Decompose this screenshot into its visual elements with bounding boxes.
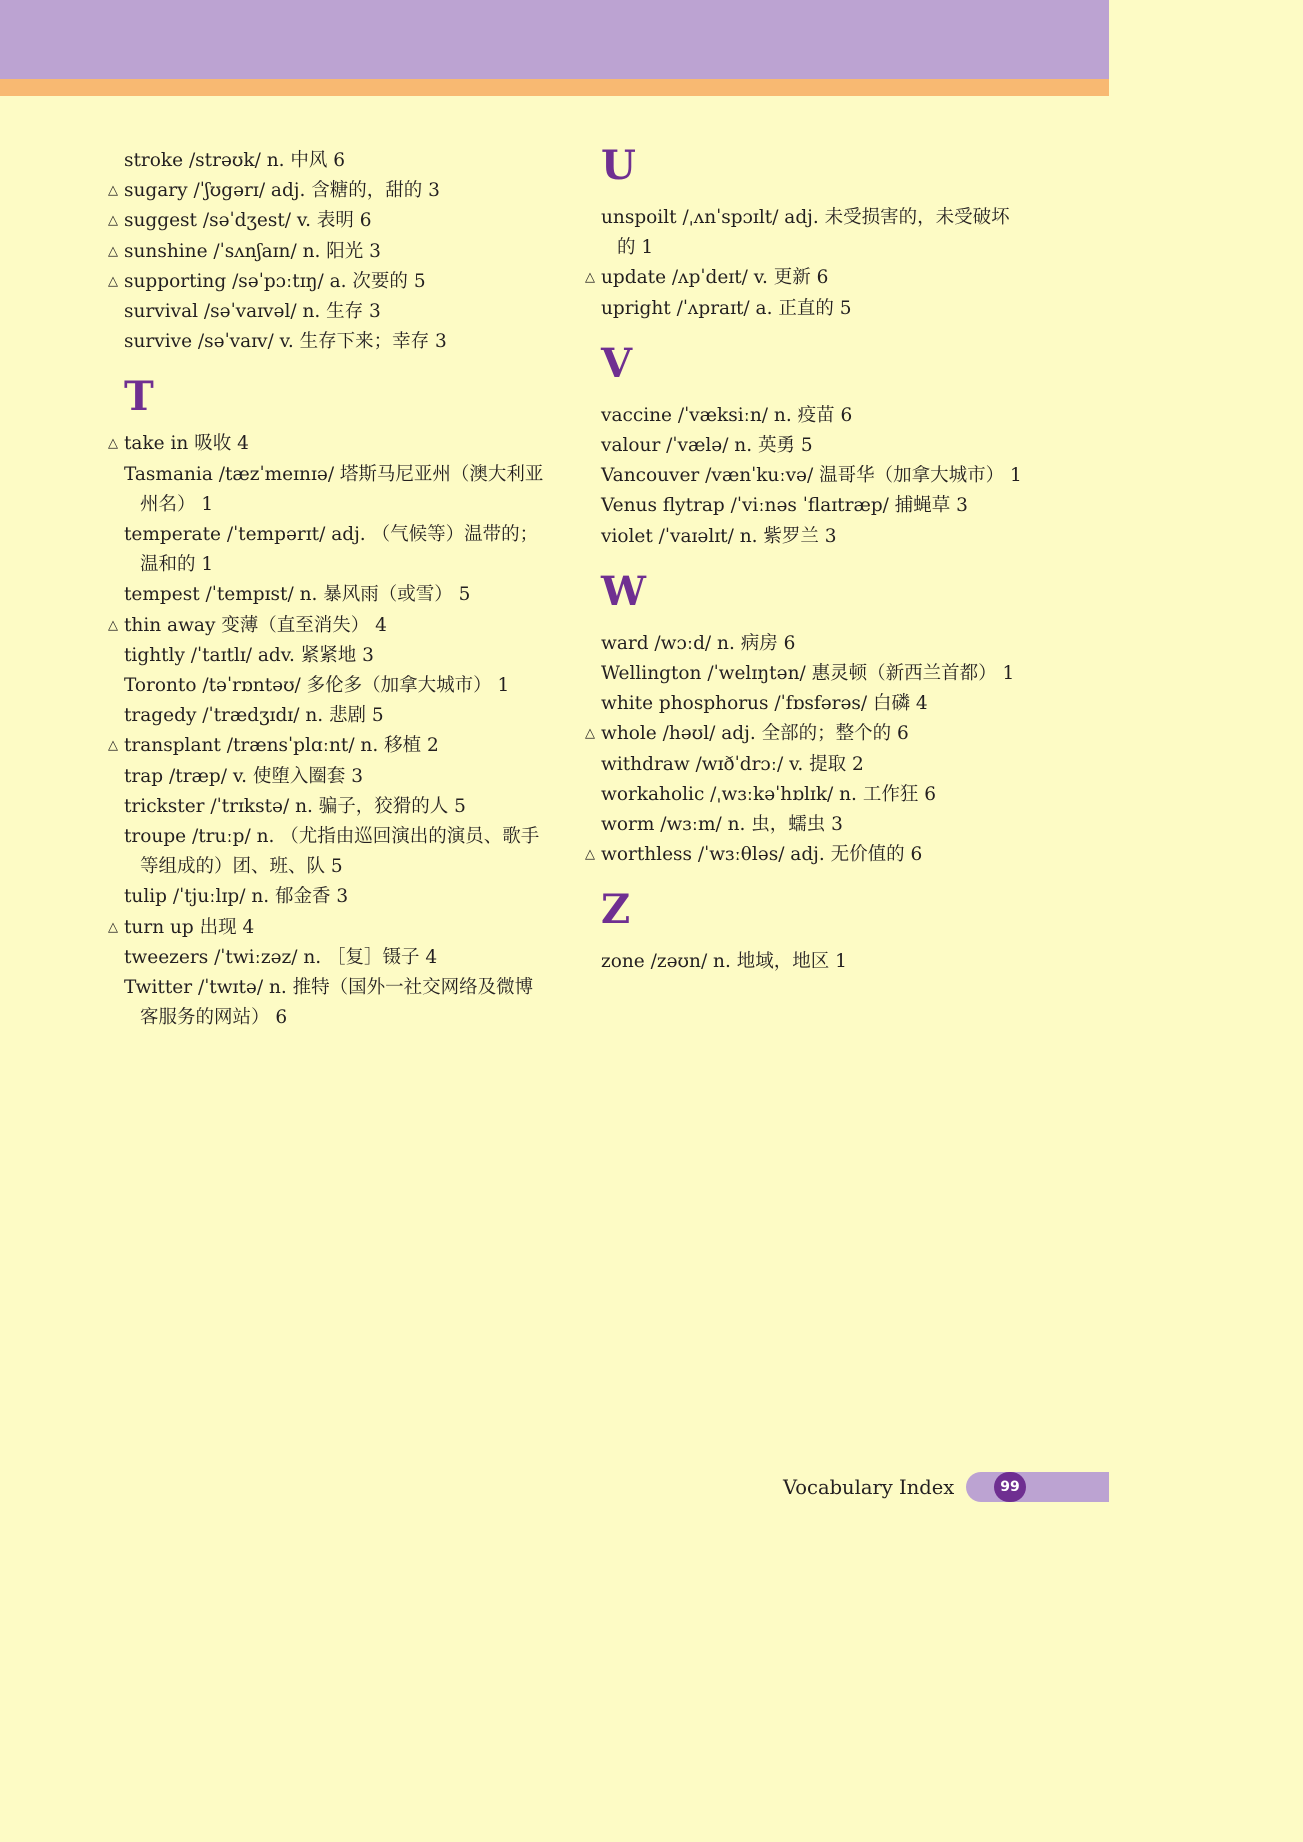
vocab-entry-text: unspoilt /ˌʌnˈspɔɪlt/ adj. 未受损害的，未受破坏的 1 (601, 207, 1010, 259)
vocab-entry (108, 822, 548, 882)
triangle-outline-icon: △ (108, 919, 118, 935)
vocab-entry-text: sunshine /ˈsʌnʃaɪn/ n. 阳光 3 (124, 240, 381, 262)
page-number-tab (966, 1472, 1109, 1502)
vocab-entry-text: worm /wɜːm/ n. 虫，蠕虫 3 (601, 814, 843, 836)
vocab-entry-text: Toronto /təˈrɒntəʊ/ 多伦多（加拿大城市） 1 (124, 675, 510, 697)
vocab-entry (108, 943, 548, 973)
vocab-entry (585, 947, 1025, 977)
vocab-entry-text: valour /ˈvælə/ n. 英勇 5 (601, 435, 813, 457)
vocab-entry-text: supporting /səˈpɔːtɪŋ/ a. 次要的 5 (124, 270, 426, 292)
triangle-outline-icon: △ (585, 847, 595, 863)
vocab-entry-text: sugary /ˈʃʊgərɪ/ adj. 含糖的，甜的 3 (124, 180, 440, 202)
vocab-entry (108, 611, 548, 641)
triangle-outline-icon: △ (108, 273, 118, 289)
right-column (585, 142, 1025, 978)
vocab-entry (585, 780, 1025, 810)
section-letter: V (601, 339, 633, 387)
header-stripe (0, 79, 1109, 96)
left-column (108, 146, 548, 1033)
vocab-entry (108, 913, 548, 943)
vocab-entry (108, 297, 548, 327)
vocab-entry-text: zone /zəʊn/ n. 地域，地区 1 (601, 951, 847, 973)
vocab-entry-text: survive /səˈvaɪv/ v. 生存下来；幸存 3 (124, 331, 447, 353)
vocab-entry-text: ward /wɔːd/ n. 病房 6 (601, 632, 796, 654)
vocab-entry-text: violet /ˈvaɪəlɪt/ n. 紫罗兰 3 (601, 525, 837, 547)
vocab-entry (585, 431, 1025, 461)
vocab-entry (585, 522, 1025, 552)
footer-label: Vocabulary Index (783, 1476, 955, 1499)
triangle-outline-icon: △ (108, 738, 118, 754)
vocab-entry-text: withdraw /wɪðˈdrɔː/ v. 提取 2 (601, 753, 864, 775)
vocab-entry-text: Wellington /ˈwelɪŋtən/ 惠灵顿（新西兰首都） 1 (601, 663, 1015, 685)
triangle-outline-icon: △ (108, 436, 118, 452)
vocab-entry-text: vaccine /ˈvæksiːn/ n. 疫苗 6 (601, 404, 853, 426)
vocab-entry (108, 176, 548, 206)
triangle-outline-icon: △ (585, 270, 595, 286)
vocab-entry-text: temperate /ˈtempərɪt/ adj. （气候等）温带的；温和的 1 (124, 524, 539, 576)
vocab-entry (108, 973, 548, 1033)
vocab-entry-text: upright /ˈʌpraɪt/ a. 正直的 5 (601, 297, 852, 319)
vocab-entry (108, 206, 548, 236)
vocab-entry-text: suggest /səˈdʒest/ v. 表明 6 (124, 210, 372, 232)
vocab-entry (108, 671, 548, 701)
vocab-entry (585, 491, 1025, 521)
vocab-entry (108, 701, 548, 731)
vocab-entry (585, 461, 1025, 491)
vocab-entry-text: workaholic /ˌwɜːkəˈhɒlɪk/ n. 工作狂 6 (601, 783, 936, 805)
vocab-entry (108, 146, 548, 176)
vocab-entry (108, 267, 548, 297)
vocab-entry (108, 762, 548, 792)
vocab-entry (108, 460, 548, 520)
vocab-entry-text: trap /træp/ v. 使堕入圈套 3 (124, 765, 364, 787)
section-letter: U (601, 142, 636, 189)
vocab-entry (585, 629, 1025, 659)
vocab-entry-text: survival /səˈvaɪvəl/ n. 生存 3 (124, 301, 381, 323)
vocab-entry (585, 750, 1025, 780)
vocab-entry (585, 689, 1025, 719)
vocab-entry (108, 237, 548, 267)
vocab-entry-text: tweezers /ˈtwiːzəz/ n. ［复］镊子 4 (124, 946, 438, 968)
triangle-outline-icon: △ (108, 617, 118, 633)
vocab-entry-text: troupe /truːp/ n. （尤指由巡回演出的演员、歌手等组成的）团、班、队 5 (124, 826, 540, 878)
vocab-entry (108, 429, 548, 459)
section-letter: Z (601, 886, 631, 934)
triangle-outline-icon: △ (108, 213, 118, 229)
vocab-entry (108, 792, 548, 822)
vocab-entry (585, 294, 1025, 324)
vocab-entry (108, 580, 548, 610)
vocab-entry (585, 263, 1025, 293)
vocab-entry-text: stroke /strəʊk/ n. 中风 6 (124, 150, 346, 171)
vocab-entry-text: white phosphorus /ˈfɒsfərəs/ 白磷 4 (601, 693, 928, 715)
vocab-entry (108, 641, 548, 671)
vocab-entry (585, 810, 1025, 840)
vocab-entry-text: update /ʌpˈdeɪt/ v. 更新 6 (601, 267, 829, 289)
vocab-entry-text: thin away 变薄（直至消失） 4 (124, 614, 387, 636)
vocab-entry (585, 401, 1025, 431)
header-band (0, 0, 1109, 79)
vocab-entry-text: tragedy /ˈtrædʒɪdɪ/ n. 悲剧 5 (124, 705, 384, 727)
vocab-entry-text: Twitter /ˈtwɪtə/ n. 推特（国外一社交网络及微博客服务的网站） 6 (124, 977, 534, 1029)
vocab-entry (585, 719, 1025, 749)
vocab-entry-text: tightly /ˈtaɪtlɪ/ adv. 紧紧地 3 (124, 644, 374, 666)
vocab-entry-text: whole /həʊl/ adj. 全部的；整个的 6 (601, 723, 909, 745)
page-number: 99 (994, 1472, 1026, 1502)
vocab-entry-text: tulip /ˈtjuːlɪp/ n. 郁金香 3 (124, 886, 349, 908)
vocab-entry-text: worthless /ˈwɜːθləs/ adj. 无价值的 6 (601, 844, 923, 866)
vocab-entry (585, 203, 1025, 263)
section-letter: W (601, 567, 646, 615)
vocab-entry-text: turn up 出现 4 (124, 916, 255, 938)
vocab-entry-text: take in 吸收 4 (124, 433, 249, 455)
vocab-entry-text: trickster /ˈtrɪkstə/ n. 骗子，狡猾的人 5 (124, 795, 466, 817)
triangle-outline-icon: △ (585, 726, 595, 742)
section-letter: T (124, 373, 154, 421)
vocab-entry-text: transplant /trænsˈplɑːnt/ n. 移植 2 (124, 735, 439, 757)
vocab-entry-text: Vancouver /vænˈkuːvə/ 温哥华（加拿大城市） 1 (601, 465, 1022, 487)
vocab-entry-text: Venus flytrap /ˈviːnəs ˈflaɪtræp/ 捕蝇草 3 (601, 495, 968, 517)
vocab-entry (108, 731, 548, 761)
vocab-entry (585, 840, 1025, 870)
triangle-outline-icon: △ (108, 183, 118, 199)
vocab-entry (585, 659, 1025, 689)
triangle-outline-icon: △ (108, 243, 118, 259)
vocab-entry (108, 520, 548, 580)
vocab-entry (108, 882, 548, 912)
vocab-entry (108, 327, 548, 357)
vocab-entry-text: Tasmania /tæzˈmeɪnɪə/ 塔斯马尼亚州（澳大利亚州名） 1 (124, 463, 544, 515)
vocab-entry-text: tempest /ˈtempɪst/ n. 暴风雨（或雪） 5 (124, 584, 471, 606)
